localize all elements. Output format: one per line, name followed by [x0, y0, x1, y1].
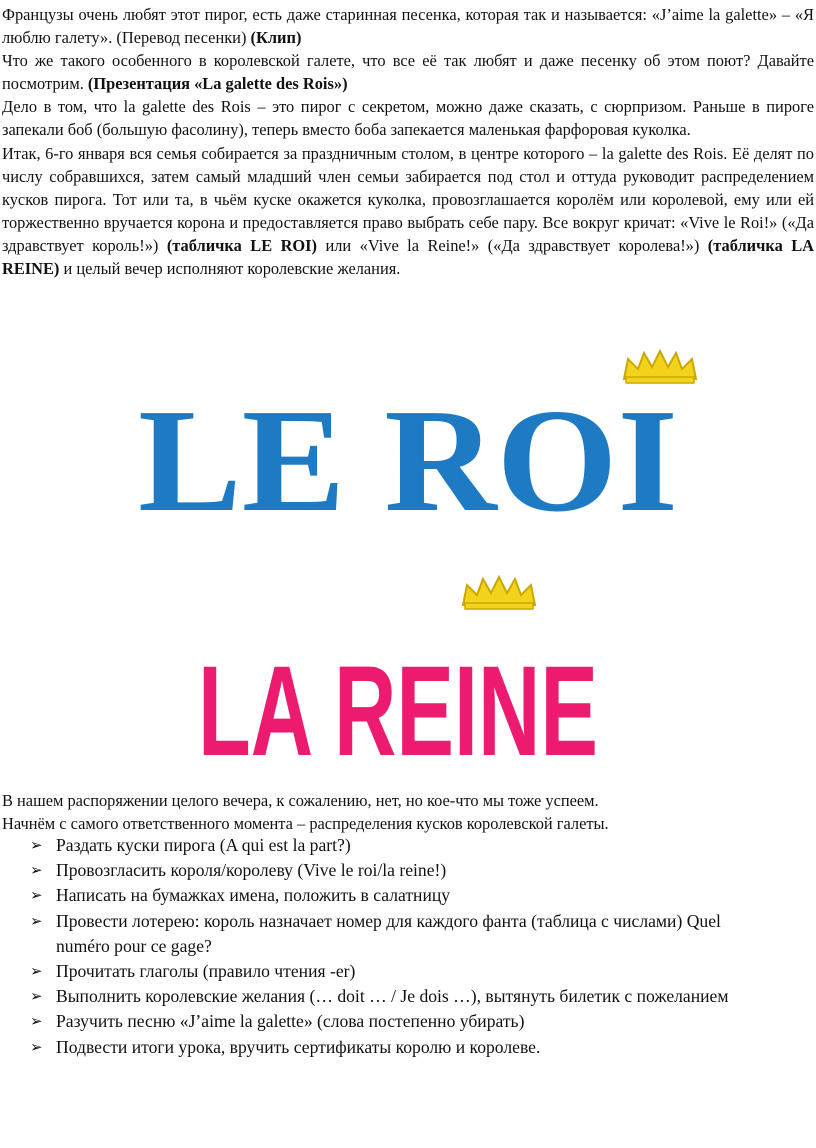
list-item — [30, 1009, 770, 1034]
list-item — [30, 858, 770, 883]
sign-roi-note: (табличка LE ROI) — [166, 235, 318, 255]
arrow-bullet-icon: ➢ — [30, 861, 43, 880]
list-item-text: Выполнить королевские желания (… doit … / Je dois …), вытянуть билетик с пожеланием — [56, 986, 729, 1007]
paragraph-tradition — [2, 142, 814, 281]
tradition-text-3: и целый вечер исполняют королевские желания. — [59, 259, 401, 279]
list-item-text: Провозгласить короля/королеву (Vive le roi/la reine!) — [56, 860, 447, 881]
plan-intro — [2, 789, 814, 835]
paragraph-special-text: Что же такого особенного в королевской галете, что все её так любят и даже песенку об этом поют? Давайте посмотрим. — [2, 51, 814, 94]
clip-note: (Клип) — [250, 28, 302, 48]
list-item-text: Раздать куски пирога (A qui est la part?) — [56, 835, 351, 855]
list-item — [30, 984, 770, 1009]
la-reine-graphic — [0, 570, 816, 770]
list-item — [30, 883, 770, 908]
arrow-bullet-icon: ➢ — [30, 987, 43, 1006]
list-item — [30, 833, 770, 858]
plan-intro-line-2: Начнём с самого ответственного момента – распределения кусков королевской галеты. — [2, 814, 609, 833]
arrow-bullet-icon: ➢ — [30, 911, 43, 930]
sign-reine-note: (табличка LA REINE) — [2, 235, 814, 279]
list-item-text: Прочитать глаголы (правило чтения -er) — [56, 961, 356, 982]
tradition-text-1: Итак, 6-го января вся семья собирается за праздничным столом, в центре которого – la galette des Rois. Её делят по числу собравшихся, затем самый младший член семьи забирается под стол и оттуда руководит распределением кусков пирога. Тот или та, в чьём куске окажется куколка, провозглашается королём или королевой, ему или ей торжественно вручается корона и предоставляется право выбрать себе пару. Все вокруг кричат: «Vive le Roi!» («Да здравствует король!») — [2, 143, 814, 255]
arrow-bullet-icon: ➢ — [30, 1012, 43, 1031]
crown-icon — [463, 577, 535, 609]
paragraph-song — [2, 3, 814, 49]
presentation-note: (Презентация «La galette des Rois») — [87, 74, 348, 94]
arrow-bullet-icon: ➢ — [30, 1037, 43, 1056]
list-item-text: Провести лотерею: король назначает номер для каждого фанта (таблица с числами) Quel numéro pour ce gage? — [56, 910, 721, 956]
list-item-text: Написать на бумажках имена, положить в салатницу — [56, 885, 451, 906]
paragraph-secret: Дело в том, что la galette des Rois – это пирог с секретом, можно даже сказать, с сюрпризом. Раньше в пироге запекали боб (большую фасолину), теперь вместо боба запекается маленькая фарфоровая куколка. — [2, 97, 814, 140]
arrow-bullet-icon: ➢ — [30, 886, 43, 905]
list-item — [30, 909, 770, 959]
le-roi-text: LE ROI — [138, 379, 678, 543]
intro-text — [2, 3, 814, 280]
arrow-bullet-icon: ➢ — [30, 836, 43, 854]
list-item — [30, 1035, 770, 1060]
arrow-bullet-icon: ➢ — [30, 962, 43, 981]
list-item-text: Разучить песню «J’aime la galette» (слова постепенно убирать) — [56, 1011, 525, 1032]
la-reine-text: LA REINE — [198, 640, 598, 770]
list-item-text: Подвести итоги урока, вручить сертификаты королю и королеве. — [56, 1036, 541, 1057]
tradition-text-2: или «Vive la Reine!» («Да здравствует королева!») — [317, 235, 708, 255]
plan-intro-line-1: В нашем распоряжении целого вечера, к сожалению, нет, но кое-что мы тоже успеем. — [2, 791, 599, 810]
paragraph-special — [2, 49, 814, 95]
list-item — [30, 959, 770, 984]
la-reine-sign — [0, 570, 816, 770]
le-roi-graphic — [0, 345, 816, 545]
lesson-plan-list — [30, 833, 770, 1060]
paragraph-song-text: Французы очень любят этот пирог, есть даже старинная песенка, которая так и называется: «J’aime la galette» – «Я люблю галету». (Перевод песенки) — [2, 5, 814, 48]
le-roi-sign — [0, 345, 816, 545]
